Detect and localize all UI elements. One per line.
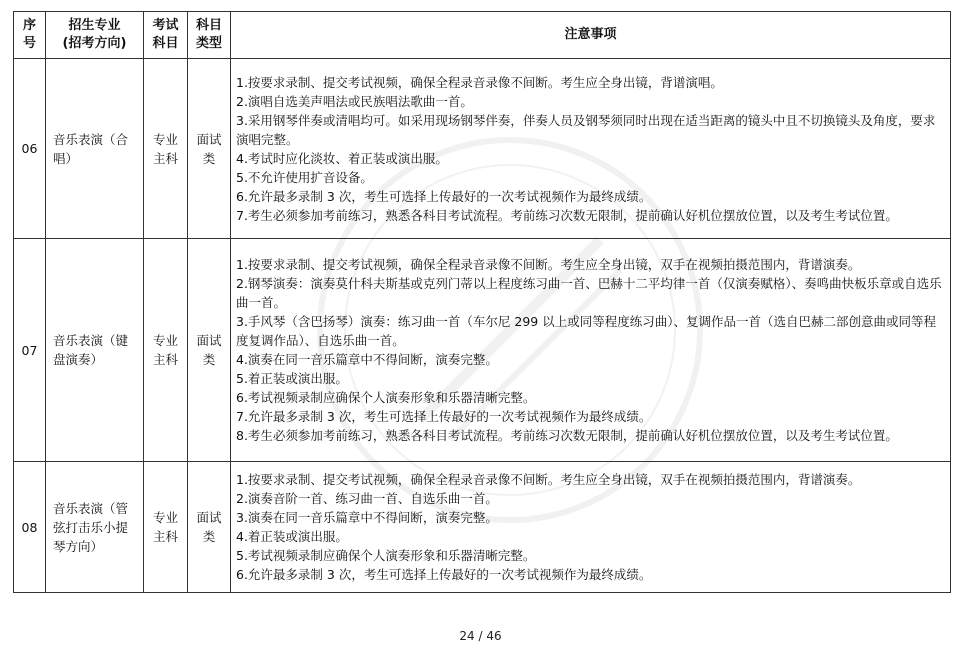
row-subject: 专业主科 bbox=[144, 462, 188, 593]
note-line: 5.不允许使用扩音设备。 bbox=[236, 169, 373, 185]
note-line: 4.着正装或演出服。 bbox=[236, 529, 348, 544]
row-notes bbox=[231, 239, 951, 462]
table-header-row bbox=[14, 12, 951, 59]
note-line: 1.按要求录制、提交考试视频，确保全程录音录像不间断。考生应全身出镜，双手在视频拍摄范围内，背谱演奏。 bbox=[236, 472, 861, 487]
note-line: 7.允许最多录制 3 次，考生可选择上传最好的一次考试视频作为最终成绩。 bbox=[236, 409, 652, 424]
note-line: 5.着正装或演出服。 bbox=[236, 371, 348, 386]
header-seq bbox=[14, 12, 46, 59]
header-notes-text: 注意事项 bbox=[564, 27, 617, 42]
table-row bbox=[14, 59, 951, 239]
note-line: 1.按要求录制、提交考试视频，确保全程录音录像不间断。考生应全身出镜，双手在视频拍摄范围内，背谱演奏。 bbox=[236, 257, 861, 272]
table-row bbox=[14, 239, 951, 462]
note-line: 2.演奏音阶一首、练习曲一首、自选乐曲一首。 bbox=[236, 491, 498, 506]
page-number: 24 / 46 bbox=[459, 629, 502, 643]
row-type: 面试类 bbox=[188, 462, 231, 593]
row-seq: 07 bbox=[14, 239, 46, 462]
header-subject bbox=[144, 12, 188, 59]
row-seq: 08 bbox=[14, 462, 46, 593]
header-major-text: 招生专业 (招考方向) bbox=[62, 18, 127, 51]
note-line: 2.演唱自选美声唱法或民族唱法歌曲一首。 bbox=[236, 93, 473, 109]
row-major: 音乐表演（键盘演奏） bbox=[46, 239, 144, 462]
note-line: 6.考试视频录制应确保个人演奏形象和乐器清晰完整。 bbox=[236, 390, 536, 405]
row-seq: 06 bbox=[14, 59, 46, 239]
header-notes bbox=[231, 12, 951, 59]
row-major: 音乐表演（管弦打击乐小提琴方向） bbox=[46, 462, 144, 593]
row-type: 面试类 bbox=[188, 59, 231, 239]
header-type-text: 科目 类型 bbox=[195, 18, 222, 51]
header-type bbox=[188, 12, 231, 59]
row-notes bbox=[231, 462, 951, 593]
note-line: 7.考生必须参加考前练习，熟悉各科目考试流程。考前练习次数无限制，提前确认好机位摆放位置，以及考生考试位置。 bbox=[236, 207, 898, 223]
header-major bbox=[46, 12, 144, 59]
header-seq-text: 序 号 bbox=[22, 18, 36, 51]
row-major: 音乐表演（合唱） bbox=[46, 59, 144, 239]
note-line: 5.考试视频录制应确保个人演奏形象和乐器清晰完整。 bbox=[236, 548, 536, 563]
row-subject: 专业主科 bbox=[144, 59, 188, 239]
row-subject: 专业主科 bbox=[144, 239, 188, 462]
row-type: 面试类 bbox=[188, 239, 231, 462]
note-line: 3.采用钢琴伴奏或清唱均可。如采用现场钢琴伴奏，伴奏人员及钢琴须同时出现在适当距离的镜头中且不切换镜头及角度，要求演唱完整。 bbox=[236, 112, 936, 147]
note-line: 1.按要求录制、提交考试视频，确保全程录音录像不间断。考生应全身出镜，背谱演唱。 bbox=[236, 74, 723, 90]
note-line: 4.考试时应化淡妆、着正装或演出服。 bbox=[236, 150, 448, 166]
exam-notes-table bbox=[13, 11, 951, 593]
note-line: 6.允许最多录制 3 次，考生可选择上传最好的一次考试视频作为最终成绩。 bbox=[236, 188, 652, 204]
note-line: 4.演奏在同一音乐篇章中不得间断，演奏完整。 bbox=[236, 352, 498, 367]
note-line: 3.演奏在同一音乐篇章中不得间断，演奏完整。 bbox=[236, 510, 498, 525]
note-line: 2.钢琴演奏：演奏莫什科夫斯基或克列门蒂以上程度练习曲一首、巴赫十二平均律一首（仅演奏赋格）、奏鸣曲快板乐章或自选乐曲一首。 bbox=[236, 276, 942, 310]
table-row bbox=[14, 462, 951, 593]
note-line: 8.考生必须参加考前练习，熟悉各科目考试流程。考前练习次数无限制，提前确认好机位摆放位置，以及考生考试位置。 bbox=[236, 428, 898, 443]
header-subject-text: 考试 科目 bbox=[152, 18, 179, 51]
row-notes bbox=[231, 59, 951, 239]
note-line: 6.允许最多录制 3 次，考生可选择上传最好的一次考试视频作为最终成绩。 bbox=[236, 567, 652, 582]
note-line: 3.手风琴（含巴扬琴）演奏：练习曲一首（车尔尼 299 以上或同等程度练习曲）、复调作品一首（选自巴赫二部创意曲或同等程度复调作品）、自选乐曲一首。 bbox=[236, 314, 936, 348]
